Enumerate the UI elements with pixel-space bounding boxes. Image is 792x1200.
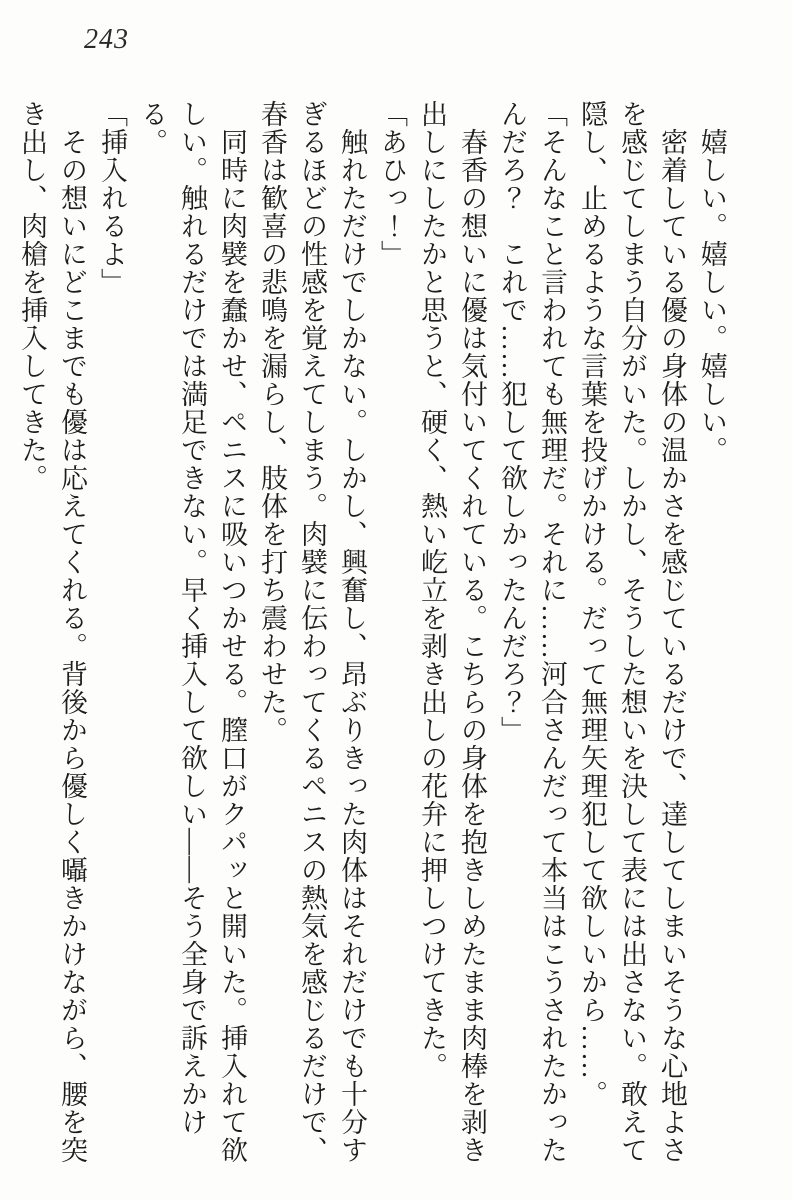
paragraph: 触れただけでしかない。しかし、興奮し、昂ぶりきった肉体はそれだけでも十分すぎるほどの性感を覚えてしまう。肉襞に伝わってくるペニスの熱気を感じるだけで、春香は歓喜の悲鳴を漏らし、肢体を打ち震わせた。 <box>257 100 367 1164</box>
paragraph: 同時に肉襞を蠢かせ、ペニスに吸いつかせる。膣口がクパッと開いた。挿入れて欲しい。触れるだけでは満足できない。早く挿入して欲しい――そう全身で訴えかける。 <box>137 100 247 1164</box>
dialogue-line: 「あひっ！」 <box>377 100 407 268</box>
paragraph: 密着している優の身体の温かさを感じているだけで、達してしまいそうな心地よさを感じてしまう自分がいた。しかし、そうした想いを決して表には出さない。敢えて隠し、止めるような言葉を投げかける。だって無理矢理犯して欲しいから……。 <box>577 100 687 1164</box>
dialogue-line: 「挿入れるよ」 <box>97 100 127 296</box>
dialogue-line: 「そんなこと言われても無理だ。それに……河合さんだって本当はこうされたかったんだろ？ これで……犯して欲しかったんだろ？」 <box>497 100 567 1164</box>
text-block <box>12 100 732 1175</box>
paragraph: 嬉しい。嬉しい。嬉しい。 <box>697 128 727 464</box>
page-number: 243 <box>84 24 129 55</box>
paragraph: 春香の想いに優は気付いてくれている。こちらの身体を抱きしめたまま肉棒を剥き出しにしたかと思うと、硬く、熱い屹立を剥き出しの花弁に押しつけてきた。 <box>417 100 487 1164</box>
paragraph: その想いにどこまでも優は応えてくれる。背後から優しく囁きかけながら、腰を突き出し、肉槍を挿入してきた。 <box>17 100 87 1164</box>
